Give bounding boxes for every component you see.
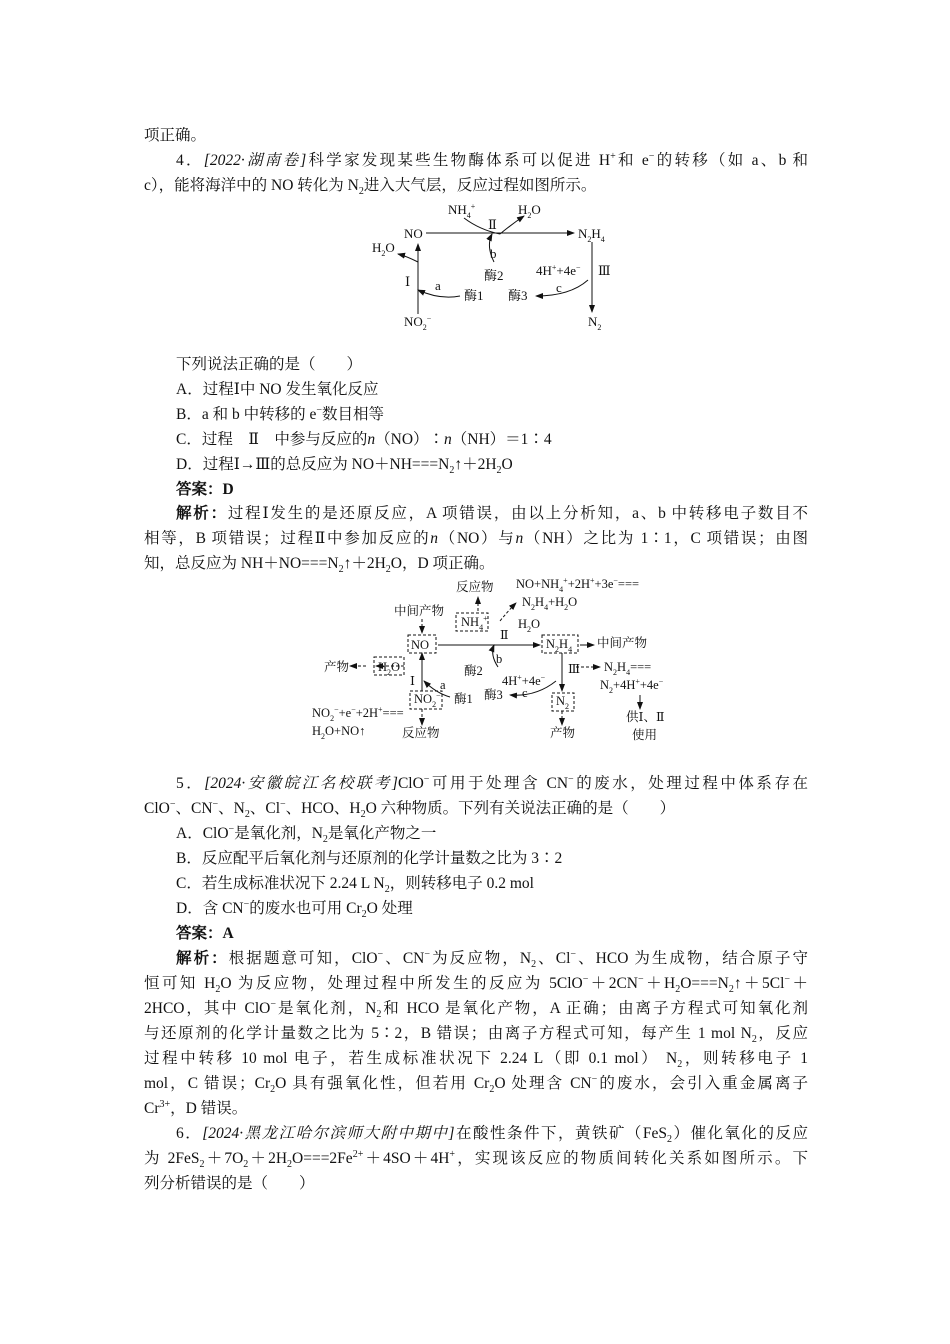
d2-n2-box: $N_2$ bbox=[556, 694, 570, 711]
q6-stem-line3: 列分析错误的是（ ） bbox=[144, 1175, 315, 1192]
d1-enzyme2: 酶2 bbox=[484, 268, 504, 283]
d1-nh4: $NH_4^+$ bbox=[448, 202, 476, 220]
d1-enzyme3: 酶3 bbox=[508, 288, 528, 303]
d2-enzyme3: 酶3 bbox=[484, 688, 503, 702]
d2-roman1: Ⅰ bbox=[410, 674, 415, 688]
q5-option-d: D．含 CN−的废水也可用 $Cr_2O$ 处理 bbox=[176, 898, 413, 921]
d2-eq-top-line1: $NO+NH_4^++2H^++3e^-===$ bbox=[516, 576, 640, 594]
d2-eq-top-line2: $N_2H_4+H_2O$ bbox=[522, 595, 578, 612]
q4-prompt: 下列说法正确的是（ ） bbox=[176, 356, 363, 373]
d2-eq-left-line2: $H_2O+NO↑$ bbox=[312, 724, 366, 741]
d1-no: NO bbox=[404, 226, 423, 241]
d2-label-c: c bbox=[522, 686, 528, 700]
d2-product-left: 产物 bbox=[324, 660, 350, 674]
d2-use: 使用 bbox=[632, 728, 658, 742]
d1-no2: $NO_2^-$ bbox=[404, 314, 432, 332]
q4-reaction-diagram bbox=[360, 200, 630, 335]
d1-h-e: 4H++4e− bbox=[536, 263, 581, 278]
prev-answer-tail: 项正确。 bbox=[144, 127, 207, 144]
d2-no2-box: $NO_2^-$ bbox=[414, 691, 441, 709]
d2-label-b: b bbox=[496, 652, 503, 666]
d2-n2h4: $N_2H_4$ bbox=[546, 637, 573, 654]
d1-label-b: b bbox=[490, 246, 497, 261]
d2-nh4: $NH_4^+$ bbox=[461, 614, 488, 632]
q5-analysis-line1: 解析：根据题意可知，ClO−、CN−为反应物，$N_2$、Cl−、HCO 为生成物，结合原子守 bbox=[176, 948, 808, 971]
q4-stem-line1: 4．[2022·湖南卷]科学家发现某些生物酶体系可以促进 H+和 e−的转移（如 a、b 和 bbox=[176, 150, 808, 169]
d1-h2o-left: $H_2O$ bbox=[372, 240, 395, 258]
q5-analysis-line4: 与还原剂的化学计量数之比为 5∶2，B 错误；由离子方程式可知，每产生 1 mol $N_2$，反应 bbox=[144, 1025, 808, 1046]
d2-roman3: Ⅲ bbox=[568, 662, 581, 676]
d2-reactant-top: 反应物 bbox=[456, 580, 494, 594]
q5-stem-line2: ClO−、CN−、$N_2$、Cl−、HCO、$H_2O$ 六种物质。下列有关说法正确的是（ ） bbox=[144, 798, 676, 821]
d2-no: NO bbox=[411, 638, 430, 652]
q4-analysis-line1: 解析：过程Ⅰ发生的是还原反应，A 项错误，由以上分析知，a、b 中转移电子数目不 bbox=[176, 505, 808, 522]
d2-reactant-bottom: 反应物 bbox=[402, 726, 440, 740]
d2-intermediate-right: 中间产物 bbox=[597, 636, 648, 650]
q5-answer: 答案：A bbox=[176, 925, 234, 942]
q4-option-c: C．过程 Ⅱ 中参与反应的n（NO）∶n（NH）＝1∶4 bbox=[176, 431, 552, 448]
q5-analysis-line3: 2HCO，其中 ClO−是氧化剂，$N_2$和 HCO 是氧化产物，A 正确；由离子方程式可知氧化剂 bbox=[144, 998, 808, 1021]
d1-enzyme1: 酶1 bbox=[464, 288, 484, 303]
d1-roman3: Ⅲ bbox=[598, 263, 611, 278]
d2-enzyme1: 酶1 bbox=[454, 692, 473, 706]
q4-option-d: D．过程Ⅰ→Ⅲ的总反应为 $NO+NH===N_2↑+2H_2O$ bbox=[176, 456, 513, 477]
q6-stem-line1: 6．[2024·黑龙江哈尔滨师大附中期中]在酸性条件下，黄铁矿（FeS$_2$）催化氧化的反应 bbox=[176, 1125, 808, 1146]
q4-option-b: B．a 和 b 中转移的 e−数目相等 bbox=[176, 404, 385, 423]
q5-option-a: A．ClO−是氧化剂，$N_2$是氧化产物之一 bbox=[176, 823, 437, 846]
d2-eq-right-line1: $N_2H_4===$ bbox=[604, 660, 652, 677]
d2-label-a: a bbox=[440, 678, 446, 692]
q5-analysis-line5: 过程中转移 10 mol 电子，若生成标准状况下 2.24 L（即 0.1 mol） $N_2$，则转移电子 1 bbox=[144, 1050, 808, 1071]
q4-option-a: A．过程Ⅰ中 NO 发生氧化反应 bbox=[176, 381, 379, 398]
d1-roman2: Ⅱ bbox=[488, 217, 497, 232]
d2-eq-left-line1: $NO_2^-+e^-+2H^+===$ bbox=[312, 705, 404, 723]
d2-enzyme2: 酶2 bbox=[464, 664, 483, 678]
d2-roman2: Ⅱ bbox=[500, 628, 509, 642]
d2-h2o-box: $H_2O$ bbox=[378, 660, 401, 677]
q5-option-c: C．若生成标准状况下 2.24 L $N_2$，则转移电子 0.2 mol bbox=[176, 875, 534, 896]
q5-stem-line1: 5．[2024·安徽皖江名校联考]ClO−可用于处理含 CN−的废水，处理过程中体系存在 bbox=[176, 773, 808, 792]
d1-h2o-top: $H_2O$ bbox=[518, 202, 541, 220]
d2-eq-right-line2: $N_2+4H^++4e^-$ bbox=[600, 677, 664, 695]
q4-answer: 答案：D bbox=[176, 481, 234, 498]
q5-analysis-line2: 恒可知 $H_2O$ 为反应物，处理过程中所发生的反应为 $5ClO^-+2CN^-+H_2O===N_2↑+5Cl^-+$ bbox=[144, 973, 808, 996]
q4-analysis-diagram bbox=[310, 575, 690, 753]
q5-option-b: B．反应配平后氧化剂与还原剂的化学计量数之比为 3∶2 bbox=[176, 850, 563, 867]
q4-stem-line2: c），能将海洋中的 NO 转化为 $N_2$进入大气层，反应过程如图所示。 bbox=[144, 177, 597, 198]
q4-analysis-line2: 相等，B 项错误；过程Ⅱ中参加反应的n（NO）与n（NH）之比为 1∶1，C 项错误；由图 bbox=[144, 530, 809, 547]
d2-product-bottom: 产物 bbox=[550, 726, 576, 740]
d2-h2o: $H_2O$ bbox=[518, 617, 541, 634]
q5-analysis-line7: $Cr^{3+}$，D 错误。 bbox=[144, 1098, 248, 1117]
q4-analysis-line3: 知，总反应为 $NH+NO===N_2↑+2H_2O$，D 项正确。 bbox=[144, 555, 495, 576]
d1-n2h4: $N_2H_4$ bbox=[578, 226, 605, 244]
d2-intermediate-left: 中间产物 bbox=[394, 604, 445, 618]
q6-stem-line2: 为 $2FeS_2+7O_2+2H_2O===2Fe^{2+}+4SO+4H^+$，实现该反应的物质间转化关系如图所示。下 bbox=[144, 1148, 808, 1171]
q5-analysis-line6: mol，C 错误；$Cr_2O$ 具有强氧化性，但若用 $Cr_2O$ 处理含 CN−的废水，会引入重金属离子 bbox=[144, 1073, 809, 1096]
d2-h-e: 4H++4e− bbox=[502, 673, 546, 688]
d1-n2: $N_2$ bbox=[588, 314, 602, 332]
d1-label-a: a bbox=[435, 278, 441, 293]
d2-supply: 供Ⅰ、Ⅱ bbox=[626, 710, 665, 724]
d1-label-c: c bbox=[556, 280, 562, 295]
d1-roman1: Ⅰ bbox=[405, 274, 411, 289]
